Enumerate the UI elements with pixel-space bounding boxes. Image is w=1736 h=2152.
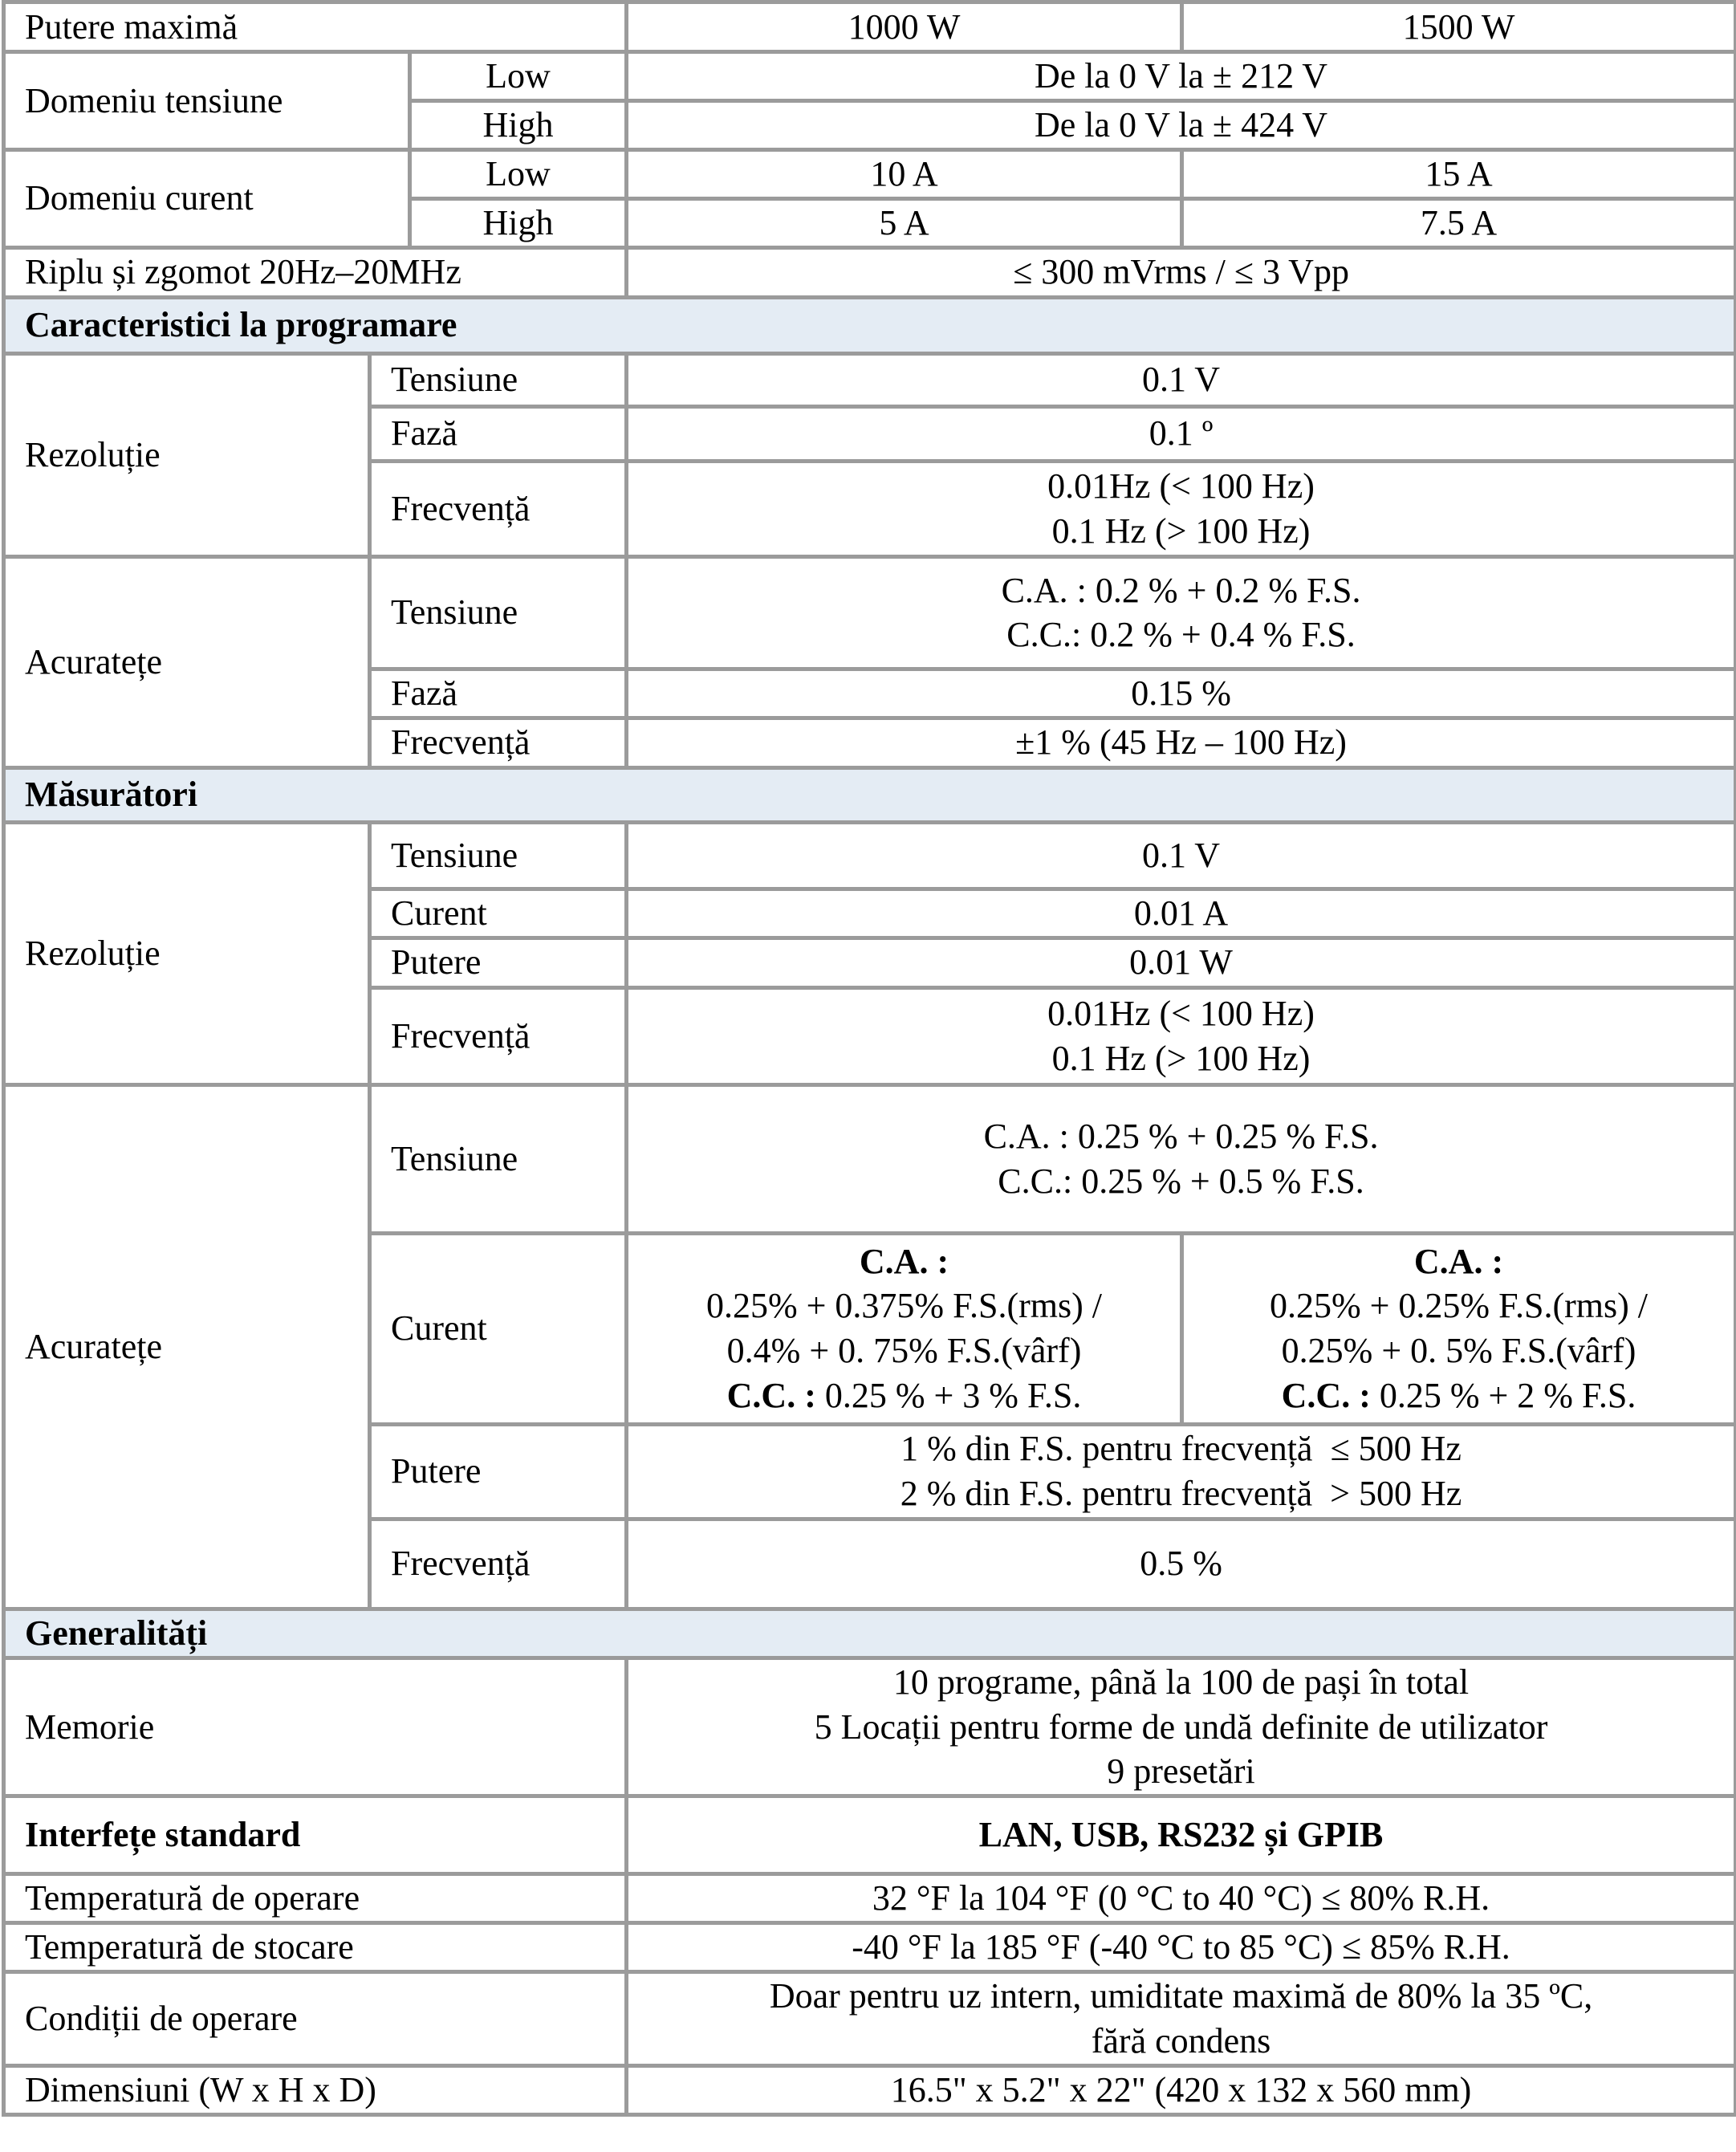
value-line: C.C.: 0.2 % + 0.4 % F.S. [1006, 615, 1356, 655]
value-curent-low-1500: 15 A [1182, 149, 1736, 198]
row-mas-acc-tensiune [4, 1084, 1736, 1233]
label-mas-rez-frecventa: Frecvență [370, 987, 627, 1084]
value-line: fără condens [1091, 2020, 1271, 2060]
label-mas-rezolutie: Rezoluție [4, 822, 370, 1084]
value-tensiune-high: De la 0 V la ± 424 V [627, 101, 1736, 150]
row-temp-operare [4, 1874, 1736, 1923]
label-mas-acc-tensiune: Tensiune [370, 1084, 627, 1233]
label-temp-stocare: Temperatură de stocare [4, 1923, 627, 1972]
row-dimensiuni [4, 2065, 1736, 2114]
cc-value: 0.25 % + 3 % F.S. [815, 1376, 1082, 1416]
label-prog-rezolutie: Rezoluție [4, 353, 370, 556]
row-domeniu-curent-low [4, 149, 1736, 198]
row-putere-maxima [4, 2, 1736, 52]
value-line: Doar pentru uz intern, umiditate maximă de 80% la 35 ºC, [769, 1976, 1593, 2016]
value-temp-stocare: -40 °F la 185 °F (-40 °C to 85 °C) ≤ 85% R.H. [627, 1923, 1736, 1972]
value-line: 10 programe, până la 100 de pași în total [892, 1662, 1470, 1702]
value-mas-acc-curent-1000 [627, 1233, 1182, 1424]
row-prog-rez-tensiune [4, 353, 1736, 406]
label-mas-acc-putere: Putere [370, 1424, 627, 1519]
section-title-programare: Caracteristici la programare [4, 297, 1736, 353]
value-prog-rez-frecventa [627, 461, 1736, 556]
value-mas-acc-tensiune [627, 1084, 1736, 1233]
value-line: 0.25% + 0.375% F.S.(rms) / [705, 1286, 1103, 1326]
cc-label: C.C. : [726, 1376, 816, 1416]
cc-label: C.C. : [1281, 1376, 1371, 1416]
cc-value: 0.25 % + 2 % F.S. [1370, 1376, 1636, 1416]
value-line: 5 Locații pentru forme de undă definite de utilizator [814, 1707, 1548, 1747]
value-1000w: 1000 W [627, 2, 1182, 52]
value-curent-low-1000: 10 A [627, 149, 1182, 198]
label-mas-acuratete: Acuratețe [4, 1084, 370, 1609]
label-prog-rez-tensiune: Tensiune [370, 353, 627, 406]
label-riplu: Riplu și zgomot 20Hz–20MHz [4, 247, 627, 297]
value-1500w: 1500 W [1182, 2, 1736, 52]
value-mas-rez-frecventa [627, 987, 1736, 1084]
value-line: 0.25% + 0.25% F.S.(rms) / [1269, 1286, 1649, 1326]
value-mas-rez-curent: 0.01 A [627, 889, 1736, 938]
value-curent-high-1500: 7.5 A [1182, 198, 1736, 247]
value-line: 0.01Hz (< 100 Hz) [1047, 466, 1315, 506]
value-mas-rez-tensiune: 0.1 V [627, 822, 1736, 889]
value-line: 0.25% + 0. 5% F.S.(vârf) [1281, 1331, 1636, 1371]
value-prog-acc-tensiune [627, 556, 1736, 669]
label-mas-rez-putere: Putere [370, 938, 627, 987]
label-prog-rez-faza: Fază [370, 406, 627, 461]
label-mas-acc-frecventa: Frecvență [370, 1519, 627, 1609]
value-mas-acc-putere [627, 1424, 1736, 1519]
value-riplu: ≤ 300 mVrms / ≤ 3 Vpp [627, 247, 1736, 297]
value-line: 0.01Hz (< 100 Hz) [1047, 993, 1315, 1033]
section-masuratori [4, 767, 1736, 822]
value-tensiune-low: De la 0 V la ± 212 V [627, 52, 1736, 101]
value-line: C.A. : 0.2 % + 0.2 % F.S. [1001, 570, 1361, 610]
value-line: C.C.: 0.25 % + 0.5 % F.S. [998, 1161, 1364, 1201]
label-prog-acc-faza: Fază [370, 669, 627, 718]
row-temp-stocare [4, 1923, 1736, 1972]
row-conditii [4, 1972, 1736, 2066]
label-putere-maxima: Putere maximă [4, 2, 627, 52]
value-line: C.A. : 0.25 % + 0.25 % F.S. [983, 1116, 1379, 1156]
label-tensiune-low: Low [410, 52, 627, 101]
value-interfete: LAN, USB, RS232 și GPIB [627, 1796, 1736, 1874]
label-mas-rez-curent: Curent [370, 889, 627, 938]
label-prog-rez-frecventa: Frecvență [370, 461, 627, 556]
ca-label: C.A. : [1413, 1241, 1504, 1281]
section-programare [4, 297, 1736, 353]
value-curent-high-1000: 5 A [627, 198, 1182, 247]
value-prog-rez-tensiune: 0.1 V [627, 353, 1736, 406]
value-memorie [627, 1658, 1736, 1796]
row-interfete [4, 1796, 1736, 1874]
section-title-generalitati: Generalități [4, 1609, 1736, 1658]
value-prog-acc-frecventa: ±1 % (45 Hz – 100 Hz) [627, 718, 1736, 767]
row-prog-acc-tensiune [4, 556, 1736, 669]
value-line: 2 % din F.S. pentru frecvență > 500 Hz [900, 1474, 1462, 1514]
value-mas-acc-frecventa: 0.5 % [627, 1519, 1736, 1609]
row-memorie [4, 1658, 1736, 1796]
label-temp-operare: Temperatură de operare [4, 1874, 627, 1923]
label-mas-acc-curent: Curent [370, 1233, 627, 1424]
value-line: 9 presetări [1107, 1751, 1255, 1792]
label-mas-rez-tensiune: Tensiune [370, 822, 627, 889]
label-prog-acc-frecventa: Frecvență [370, 718, 627, 767]
specifications-table [2, 0, 1736, 2117]
value-conditii [627, 1972, 1736, 2066]
label-prog-acuratete: Acuratețe [4, 556, 370, 767]
row-domeniu-tensiune-low [4, 52, 1736, 101]
value-prog-acc-faza: 0.15 % [627, 669, 1736, 718]
ca-label: C.A. : [859, 1241, 949, 1281]
label-domeniu-curent: Domeniu curent [4, 149, 410, 247]
label-tensiune-high: High [410, 101, 627, 150]
label-conditii: Condiții de operare [4, 1972, 627, 2066]
label-dimensiuni: Dimensiuni (W x H x D) [4, 2065, 627, 2114]
label-prog-acc-tensiune: Tensiune [370, 556, 627, 669]
label-curent-high: High [410, 198, 627, 247]
value-mas-acc-curent-1500 [1182, 1233, 1736, 1424]
value-mas-rez-putere: 0.01 W [627, 938, 1736, 987]
label-curent-low: Low [410, 149, 627, 198]
row-mas-rez-tensiune [4, 822, 1736, 889]
value-dimensiuni: 16.5" x 5.2" x 22" (420 x 132 x 560 mm) [627, 2065, 1736, 2114]
value-line: 0.4% + 0. 75% F.S.(vârf) [726, 1331, 1082, 1371]
row-riplu [4, 247, 1736, 297]
section-title-masuratori: Măsurători [4, 767, 1736, 822]
label-domeniu-tensiune: Domeniu tensiune [4, 52, 410, 150]
section-generalitati [4, 1609, 1736, 1658]
label-interfete: Interfețe standard [4, 1796, 627, 1874]
value-line: 1 % din F.S. pentru frecvență ≤ 500 Hz [901, 1429, 1462, 1469]
value-prog-rez-faza: 0.1 º [627, 406, 1736, 461]
label-memorie: Memorie [4, 1658, 627, 1796]
value-line: 0.1 Hz (> 100 Hz) [1051, 511, 1311, 551]
value-line: 0.1 Hz (> 100 Hz) [1051, 1038, 1311, 1078]
value-temp-operare: 32 °F la 104 °F (0 °C to 40 °C) ≤ 80% R.H. [627, 1874, 1736, 1923]
